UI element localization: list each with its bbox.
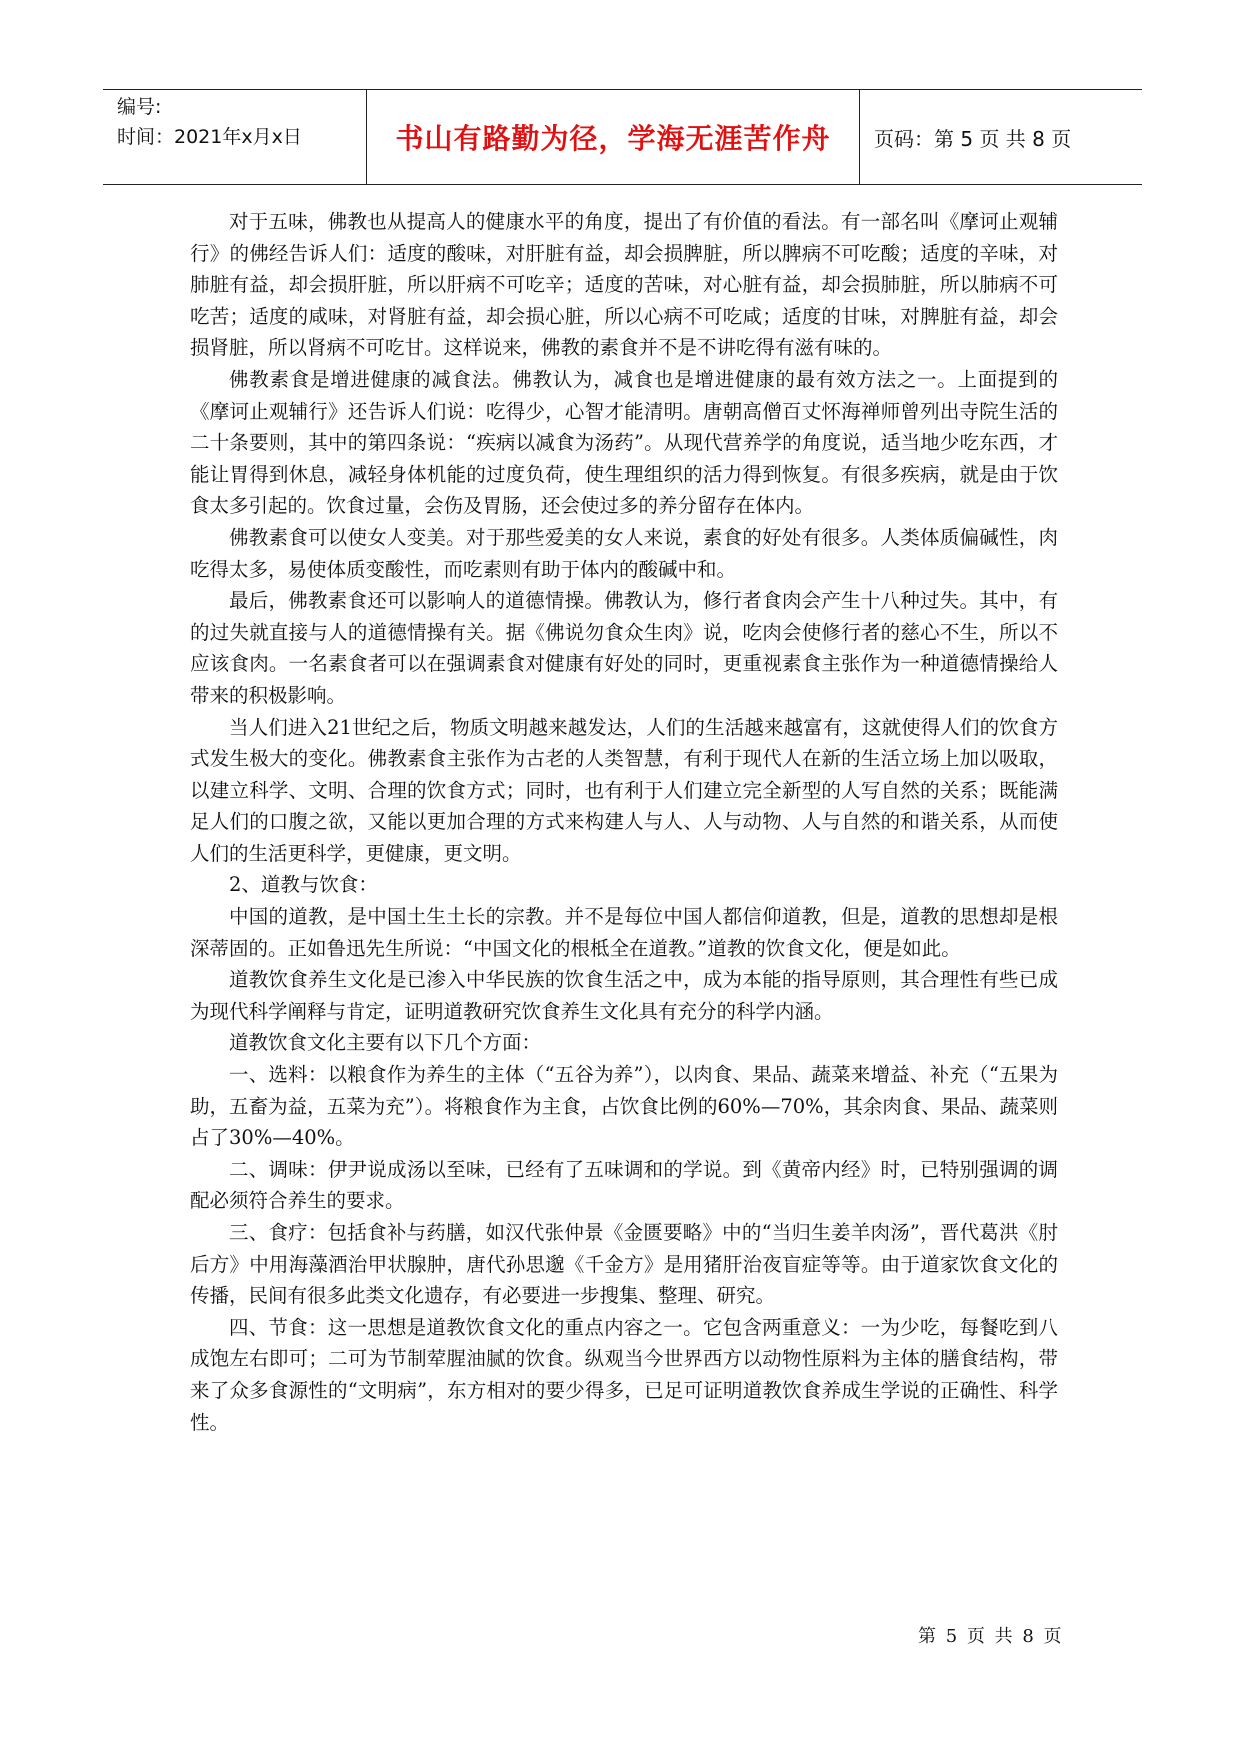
paragraph: 道教饮食文化主要有以下几个方面： (229, 1031, 542, 1055)
paragraph: 佛教素食是增进健康的减食法。佛教认为，减食也是增进健康的最有效方法之一。上面提到的《摩诃止观辅行》还告诉人们说：吃得少，心智才能清明。唐朝高僧百丈怀海禅师曾列出寺院生活的二十条要则，其中的第四条说：“疾病以减食为汤药”。从现代营养学的角度说，适当地少吃东西，才能让胃得到休息，减轻身体机能的过度负荷，使生理组织的活力得到恢复。有很多疾病，就是由于饮食太多引起的。饮食过量，会伤及胃肠，还会使过多的养分留存在体内。 (190, 367, 1058, 518)
document-body (190, 206, 1058, 1438)
document-code-label: 编号: (117, 96, 162, 118)
paragraph: 最后，佛教素食还可以影响人的道德情操。佛教认为，修行者食肉会产生十八种过失。其中，有的过失就直接与人的道德情操有关。据《佛说勿食众生肉》说，吃肉会使修行者的慈心不生，所以不应该食肉。一名素食者可以在强调素食对健康有好处的同时，更重视素食主张作为一种道德情操给人带来的积极影响。 (190, 589, 1058, 707)
header-left-cell (103, 90, 366, 184)
paragraph: 三、食疗：包括食补与药膳，如汉代张仲景《金匮要略》中的“当归生姜羊肉汤”，晋代葛洪《肘后方》中用海藻酒治甲状腺肿，唐代孙思邈《千金方》是用猪肝治夜盲症等等。由于道家饮食文化的传播，民间有很多此类文化遗存，有必要进一步搜集、整理、研究。 (190, 1221, 1058, 1308)
page-footer-number: 第 5 页 共 8 页 (918, 1626, 1064, 1647)
header-center-cell (366, 90, 860, 184)
header-motto: 书山有路勤为径，学海无涯苦作舟 (395, 122, 831, 155)
paragraph: 四、节食：这一思想是道教饮食文化的重点内容之一。它包含两重意义：一为少吃，每餐吃到八成饱左右即可；二可为节制荤腥油腻的饮食。纵观当今世界西方以动物性原料为主体的膳食结构，带来了众多食源性的“文明病”，东方相对的要少得多，已足可证明道教饮食养成生学说的正确性、科学性。 (190, 1315, 1058, 1434)
paragraph: 二、调味：伊尹说成汤以至味，已经有了五味调和的学说。到《黄帝内经》时，已特别强调的调配必须符合养生的要求。 (190, 1157, 1058, 1213)
paragraph: 当人们进入21世纪之后，物质文明越来越发达，人们的生活越来越富有，这就使得人们的饮食方式发生极大的变化。佛教素食主张作为古老的人类智慧，有利于现代人在新的生活立场上加以吸取，以建立科学、文明、合理的饮食方式；同时，也有利于人们建立完全新型的人写自然的关系；既能满足人们的口腹之欲，又能以更加合理的方式来构建人与人、人与动物、人与自然的和谐关系，从而使人们的生活更科学，更健康，更文明。 (190, 715, 1058, 865)
header-right-cell (860, 90, 1142, 184)
paragraph: 道教饮食养生文化是已渗入中华民族的饮食生活之中，成为本能的指导原则，其合理性有些已成为现代科学阐释与肯定，证明道教研究饮食养生文化具有充分的科学内涵。 (190, 968, 1058, 1023)
section-heading: 2、道教与饮食： (229, 873, 378, 897)
header-page-label: 页码：第 5 页 共 8 页 (874, 126, 1072, 151)
paragraph: 一、选料：以粮食作为养生的主体（“五谷为养”），以肉食、果品、蔬菜来增益、补充（“五果为助，五畜为益，五菜为充”）。将粮食作为主食，占饮食比例的60%—70%，其余肉食、果品、蔬菜则占了30%—40%。 (190, 1063, 1058, 1150)
paragraph: 佛教素食可以使女人变美。对于那些爱美的女人来说，素食的好处有很多。人类体质偏碱性，肉吃得太多，易使体质变酸性，而吃素则有助于体内的酸碱中和。 (190, 525, 1058, 581)
paragraph: 对于五味，佛教也从提高人的健康水平的角度，提出了有价值的看法。有一部名叫《摩诃止观辅行》的佛经告诉人们：适度的酸味，对肝脏有益，却会损脾脏，所以脾病不可吃酸；适度的辛味，对肺脏有益，却会损肝脏，所以肝病不可吃辛；适度的苦味，对心脏有益，却会损肺脏，所以肺病不可吃苦；适度的咸味，对肾脏有益，却会损心脏，所以心病不可吃咸；适度的甘味，对脾脏有益，却会损肾脏，所以肾病不可吃甘。这样说来，佛教的素食并不是不讲吃得有滋有味的。 (190, 210, 1058, 360)
document-time-label: 时间：2021年x月x日 (117, 126, 302, 148)
page-header (103, 89, 1142, 185)
paragraph: 中国的道教，是中国土生土长的宗教。并不是每位中国人都信仰道教，但是，道教的思想却是根深蒂固的。正如鲁迅先生所说：“中国文化的根柢全在道教。”道教的饮食文化，便是如此。 (190, 905, 1058, 960)
